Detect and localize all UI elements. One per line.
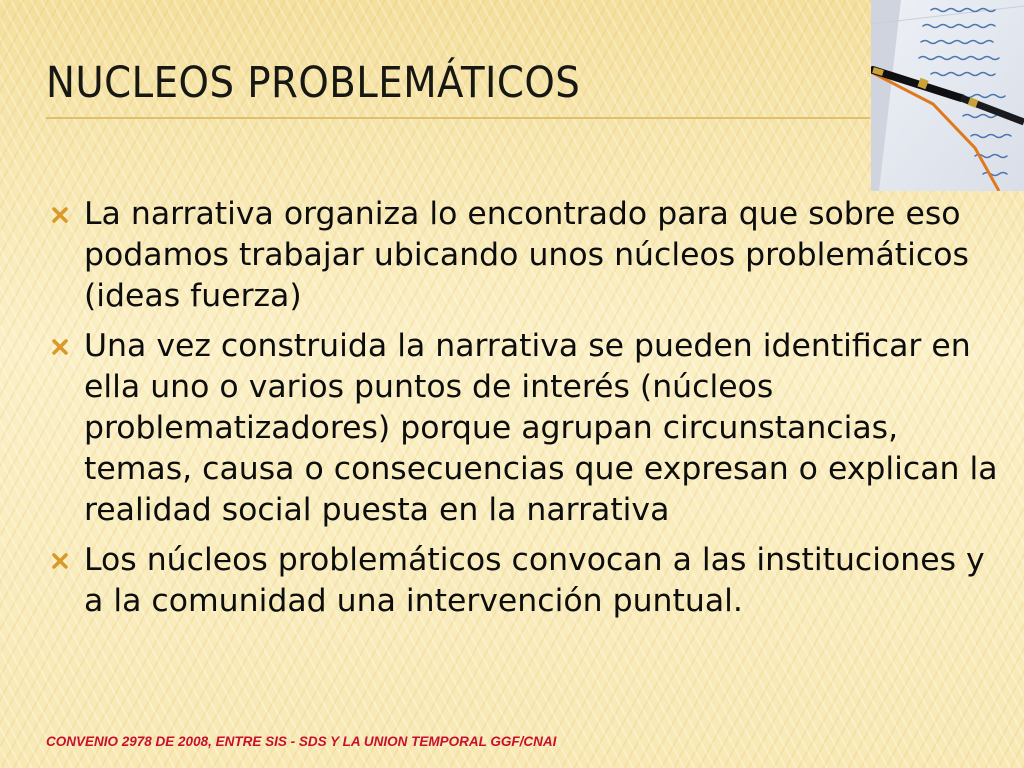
x-bullet-icon xyxy=(50,551,70,571)
bullet-item xyxy=(48,540,1008,622)
bullet-text: Los núcleos problemáticos convocan a las instituciones y a la comunidad una intervención puntual. xyxy=(84,542,985,619)
bullet-item xyxy=(48,194,1008,317)
x-bullet-icon xyxy=(50,205,70,225)
x-bullet-icon xyxy=(50,337,70,357)
bullet-text: Una vez construida la narrativa se pueden identificar en ella uno o varios puntos de interés (núcleos problematizadores) porque agrupan circunstancias, temas, causa o consecuencias que expresan o explican la realidad social puesta en la narrativa xyxy=(84,328,998,528)
bullet-text: La narrativa organiza lo encontrado para que sobre eso podamos trabajar ubicando unos núcleos problemáticos (ideas fuerza) xyxy=(84,196,969,314)
bullet-list xyxy=(48,194,1008,631)
notebook-and-fountain-pen-photo xyxy=(871,0,1024,191)
title-divider xyxy=(46,117,870,119)
slide-title: NUCLEOS PROBLEMÁTICOS xyxy=(46,58,581,108)
bullet-item xyxy=(48,326,1008,531)
slide-footer: CONVENIO 2978 DE 2008, ENTRE SIS - SDS Y LA UNION TEMPORAL GGF/CNAI xyxy=(46,734,557,749)
